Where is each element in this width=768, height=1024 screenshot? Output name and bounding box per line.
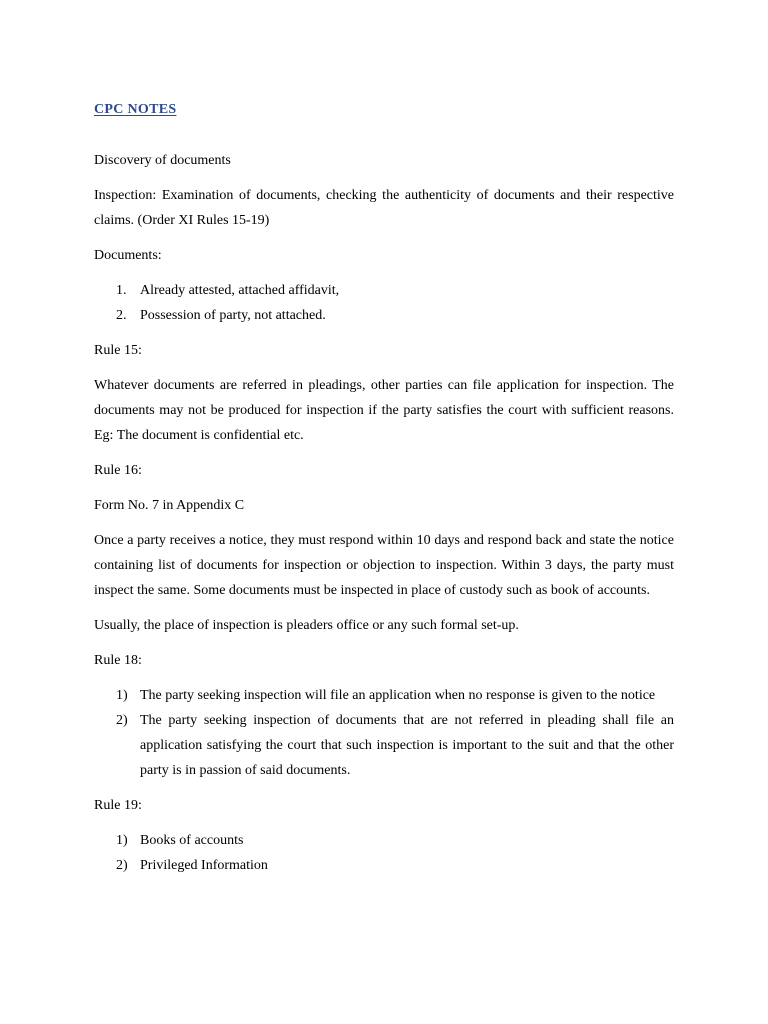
list-item-number: 2.	[116, 308, 127, 323]
rule19-list	[94, 828, 674, 878]
rule16-paragraph: Once a party receives a notice, they must respond within 10 days and respond back and state the notice containing list of documents for inspection or objection to inspection. Within 3 days, the party must inspect the same. Some documents must be inspected in place of custody such as book of accounts.	[94, 533, 674, 598]
rule19-heading: Rule 19:	[94, 798, 142, 813]
rule18-heading: Rule 18:	[94, 653, 142, 668]
inspection-place-paragraph: Usually, the place of inspection is pleaders office or any such formal set-up.	[94, 618, 519, 633]
rule15-paragraph: Whatever documents are referred in pleadings, other parties can file application for inspection. The documents may not be produced for inspection if the party satisfies the court with sufficient reasons. Eg: The document is confidential etc.	[94, 378, 674, 443]
list-item-number: 1)	[116, 688, 128, 703]
list-item	[94, 303, 674, 328]
list-item	[94, 708, 674, 783]
discovery-heading: Discovery of documents	[94, 153, 231, 168]
rule16-form-line: Form No. 7 in Appendix C	[94, 498, 245, 513]
list-item	[94, 683, 674, 708]
list-item-text: The party seeking inspection of documents that are not referred in pleading shall file an application satisfying the court that such inspection is important to the suit and that the other party is in passion of said documents.	[140, 713, 674, 778]
list-item	[94, 828, 674, 853]
list-item-text: Books of accounts	[140, 833, 244, 848]
list-item-text: Privileged Information	[140, 858, 268, 873]
list-item-number: 2)	[116, 713, 128, 728]
list-item-number: 1.	[116, 283, 127, 298]
rule18-list	[94, 683, 674, 783]
list-item-text: Already attested, attached affidavit,	[140, 283, 340, 298]
documents-list	[94, 278, 674, 328]
rule15-heading: Rule 15:	[94, 343, 142, 358]
list-item-text: The party seeking inspection will file an application when no response is given to the notice	[140, 688, 656, 703]
list-item-text: Possession of party, not attached.	[140, 308, 326, 323]
list-item	[94, 278, 674, 303]
rule16-heading: Rule 16:	[94, 463, 142, 478]
list-item-number: 1)	[116, 833, 128, 848]
list-item	[94, 853, 674, 878]
notes-title: CPC NOTES	[94, 102, 177, 117]
list-item-number: 2)	[116, 858, 128, 873]
documents-heading: Documents:	[94, 248, 162, 263]
inspection-paragraph: Inspection: Examination of documents, checking the authenticity of documents and their respective claims. (Order XI Rules 15-19)	[94, 188, 674, 228]
